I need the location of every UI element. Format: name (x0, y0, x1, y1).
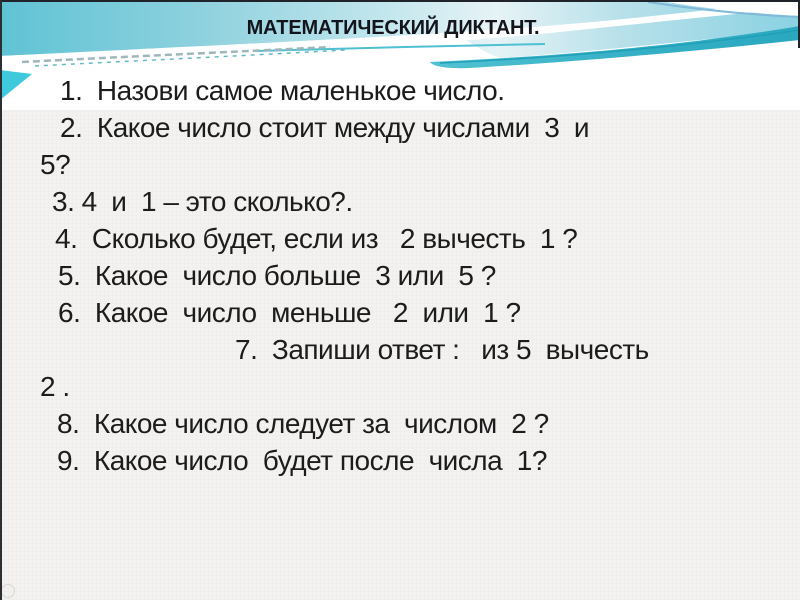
question-line: 5. Какое число больше 3 или 5 ? (58, 260, 496, 291)
question-line: 2 . (40, 371, 70, 402)
question-line: 2. Какое число стоит между числами 3 и (60, 112, 590, 143)
question-line: 8. Какое число следует за числом 2 ? (57, 408, 549, 439)
questions-list (0, 72, 800, 479)
question-line: 4. Сколько будет, если из 2 вычесть 1 ? (55, 223, 578, 254)
slide-title: МАТЕМАТИЧЕСКИЙ ДИКТАНТ. (246, 17, 540, 39)
slide-top-border (0, 0, 800, 2)
question-line: 7. Запиши ответ : из 5 вычесть (235, 334, 649, 365)
slide-left-border (0, 0, 2, 600)
question-line: 1. Назови самое маленькое число. (60, 75, 505, 106)
question-line: 9. Какое число будет после числа 1? (57, 445, 547, 476)
question-line: 3. 4 и 1 – это сколько?. (52, 186, 353, 217)
question-line: 6. Какое число меньше 2 или 1 ? (58, 297, 521, 328)
question-line: 5? (40, 149, 71, 180)
watermark-circle (1, 584, 15, 598)
